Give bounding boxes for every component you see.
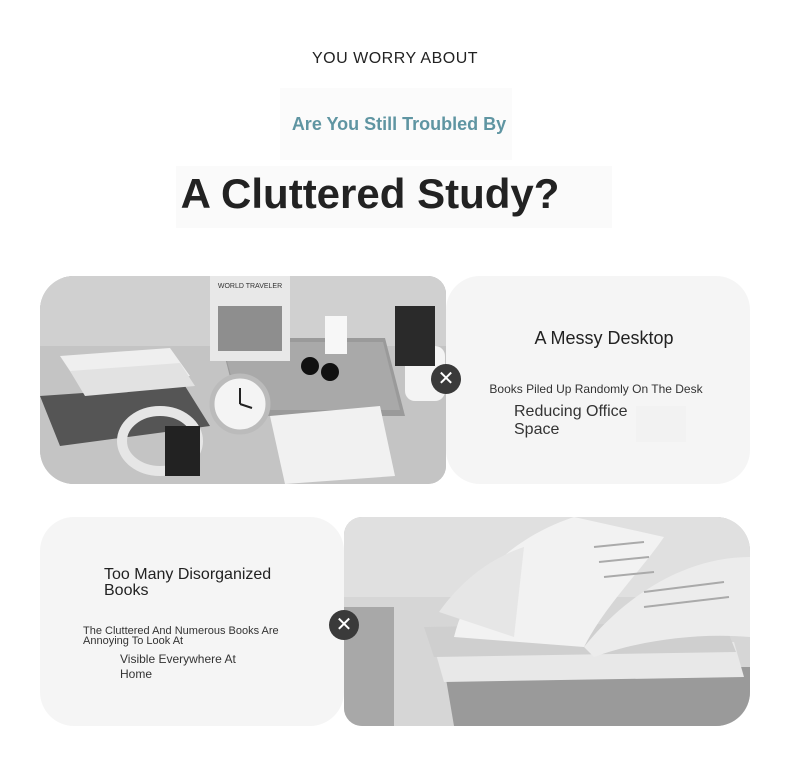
section-title: A Cluttered Study?: [180, 170, 560, 217]
card-description: The Cluttered And Numerous Books Are Annoying To Look At: [83, 625, 279, 647]
card-description: Books Piled Up Randomly On The Desk: [489, 382, 703, 396]
messy-desktop-card: [446, 276, 750, 484]
disorganized-books-card: [40, 517, 344, 726]
card-subtitle: Reducing Office Space: [514, 403, 628, 438]
card-title: A Messy Desktop: [534, 328, 674, 348]
close-icon[interactable]: ✕: [329, 610, 359, 640]
books-photo: [344, 517, 750, 726]
card-title: Too Many Disorganized Books: [104, 566, 272, 599]
section-eyebrow: YOU WORRY ABOUT: [311, 50, 479, 67]
section-subtitle: Are You Still Troubled By: [291, 114, 507, 134]
book-cover-text: WORLD TRAVELER: [217, 283, 283, 290]
card-subtitle: Visible Everywhere At Home: [120, 652, 236, 681]
close-icon[interactable]: ✕: [431, 364, 461, 394]
desk-photo: [40, 276, 446, 484]
